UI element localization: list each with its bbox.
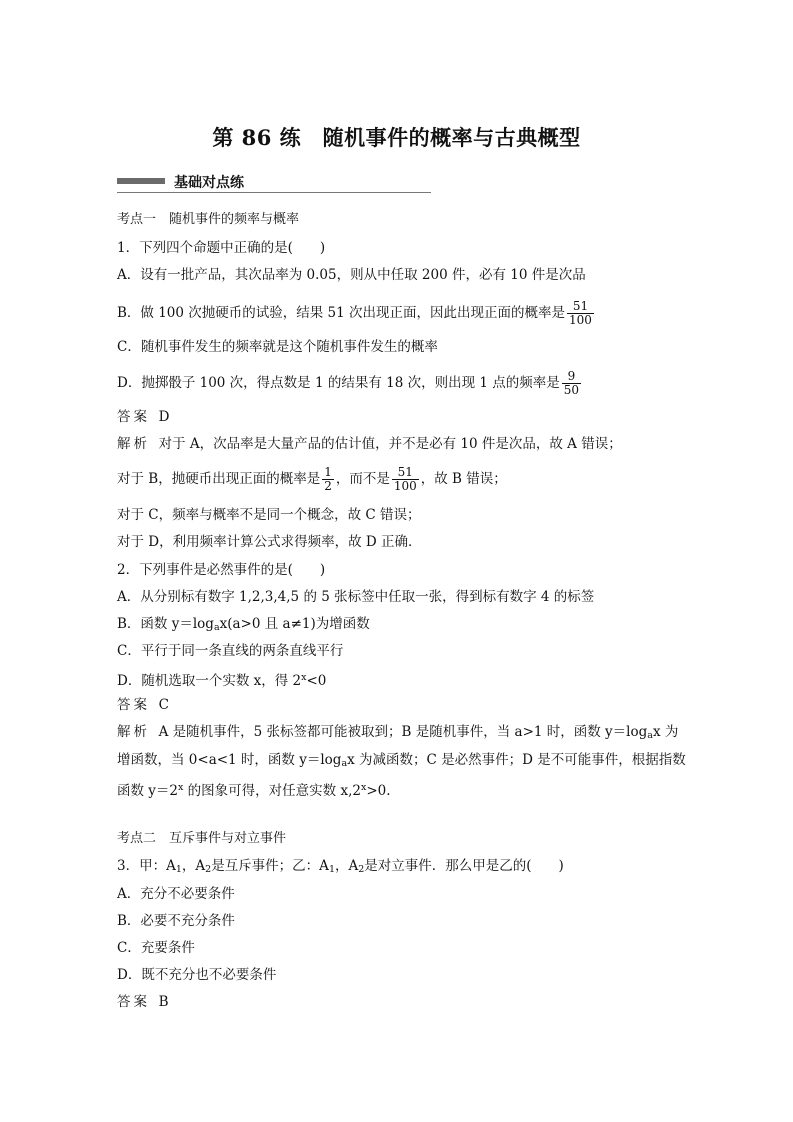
q1-option-c: C．随机事件发生的频率就是这个随机事件发生的概率 (117, 339, 438, 355)
fraction: $\frac{51}{100}$ (393, 465, 417, 493)
answer-label: 答案 (117, 994, 150, 1010)
knowledge-point-2: 考点二 互斥事件与对立事件 (117, 831, 287, 846)
section-rule (117, 192, 431, 193)
fraction: $\frac{51}{100}$ (569, 299, 592, 327)
fraction: $\frac{1}{2}$ (324, 465, 332, 493)
q1-option-b (117, 300, 596, 327)
q1-stem: 1．下列四个命题中正确的是( ) (117, 240, 326, 256)
q2-option-c: C．平行于同一条直线的两条直线平行 (117, 643, 344, 659)
q2-option-d: D．随机选取一个实数 x，得 $2^x<0$ (117, 672, 327, 689)
answer-value: D (158, 409, 170, 425)
section-marker (117, 178, 165, 184)
q2-analysis-2: 增函数，当 0<a<1 时，函数 $y=\log_ax$ 为减函数；C 是必然事件；D 是不可能事件，根据指数 (117, 752, 686, 769)
answer-value: B (158, 994, 169, 1010)
q3-option-b: B．必要不充分条件 (117, 913, 235, 929)
q3-option-c: C．充要条件 (117, 940, 195, 956)
q1-option-d (117, 370, 583, 397)
analysis-label: 解析 (117, 436, 150, 452)
q2-option-a: A．从分别标有数字 1,2,3,4,5 的 5 张标签中任取一张，得到标有数字 4 的标签 (117, 589, 595, 605)
section-label: 基础对点练 (174, 175, 244, 191)
answer-label: 答案 (117, 697, 150, 713)
analysis-label: 解析 (117, 724, 150, 740)
page-title: 第 86 练 随机事件的概率与古典概型 (212, 125, 581, 150)
q2-analysis-3: 函数 $y=2^x$ 的图象可得，对任意实数 $x,2^x>0$. (117, 782, 391, 799)
q1-analysis-1: 解析 对于 A，次品率是大量产品的估计值，并不是必有 10 件是次品，故 A 错误； (117, 436, 622, 452)
q3-stem: 3．甲：$A_1$，$A_2$是互斥事件；乙：$A_1$，$A_2$是对立事件．那么甲是乙的( ) (117, 858, 564, 875)
q3-option-a: A．充分不必要条件 (117, 886, 235, 902)
q1-analysis-4: 对于 D，利用频率计算公式求得频率，故 D 正确． (117, 534, 422, 550)
q1-analysis-3: 对于 C，频率与概率不是同一个概念，故 C 错误； (117, 507, 421, 523)
answer-label: 答案 (117, 409, 150, 425)
q2-answer (117, 695, 169, 715)
q1-option-a: A．设有一批产品，其次品率为 0.05，则从中任取 200 件，必有 10 件是次品 (117, 267, 586, 283)
q2-option-b: B．函数 $y=\log_ax(a>0$ 且 a≠1)为增函数 (117, 616, 370, 633)
section-header (117, 170, 431, 194)
knowledge-point-1: 考点一 随机事件的频率与概率 (117, 212, 300, 227)
q2-stem: 2．下列事件是必然事件的是( ) (117, 562, 326, 578)
q1-option-b-text: B．做 100 次抛硬币的试验，结果 51 次出现正面，因此出现正面的概率是 (117, 305, 566, 321)
q1-option-d-text: D．抛掷骰子 100 次，得点数是 1 的结果有 18 次，则出现 1 点的频率是 (117, 375, 560, 391)
q1-answer (117, 407, 169, 427)
q1-analysis-2: 对于 B，抛硬币出现正面的概率是 $\frac{1}{2}$ ，而不是 $\frac{51}{100}$ ，故 B 错误； (117, 465, 507, 493)
q3-option-d: D．既不充分也不必要条件 (117, 967, 277, 983)
q2-analysis-1: 解析 A 是随机事件，5 张标签都可能被取到；B 是随机事件，当 a>1 时，函数 $y=\log_ax$ 为 (117, 724, 679, 741)
q3-answer (117, 992, 169, 1012)
answer-value: C (158, 697, 169, 713)
fraction: $\frac{9}{50}$ (563, 369, 580, 397)
